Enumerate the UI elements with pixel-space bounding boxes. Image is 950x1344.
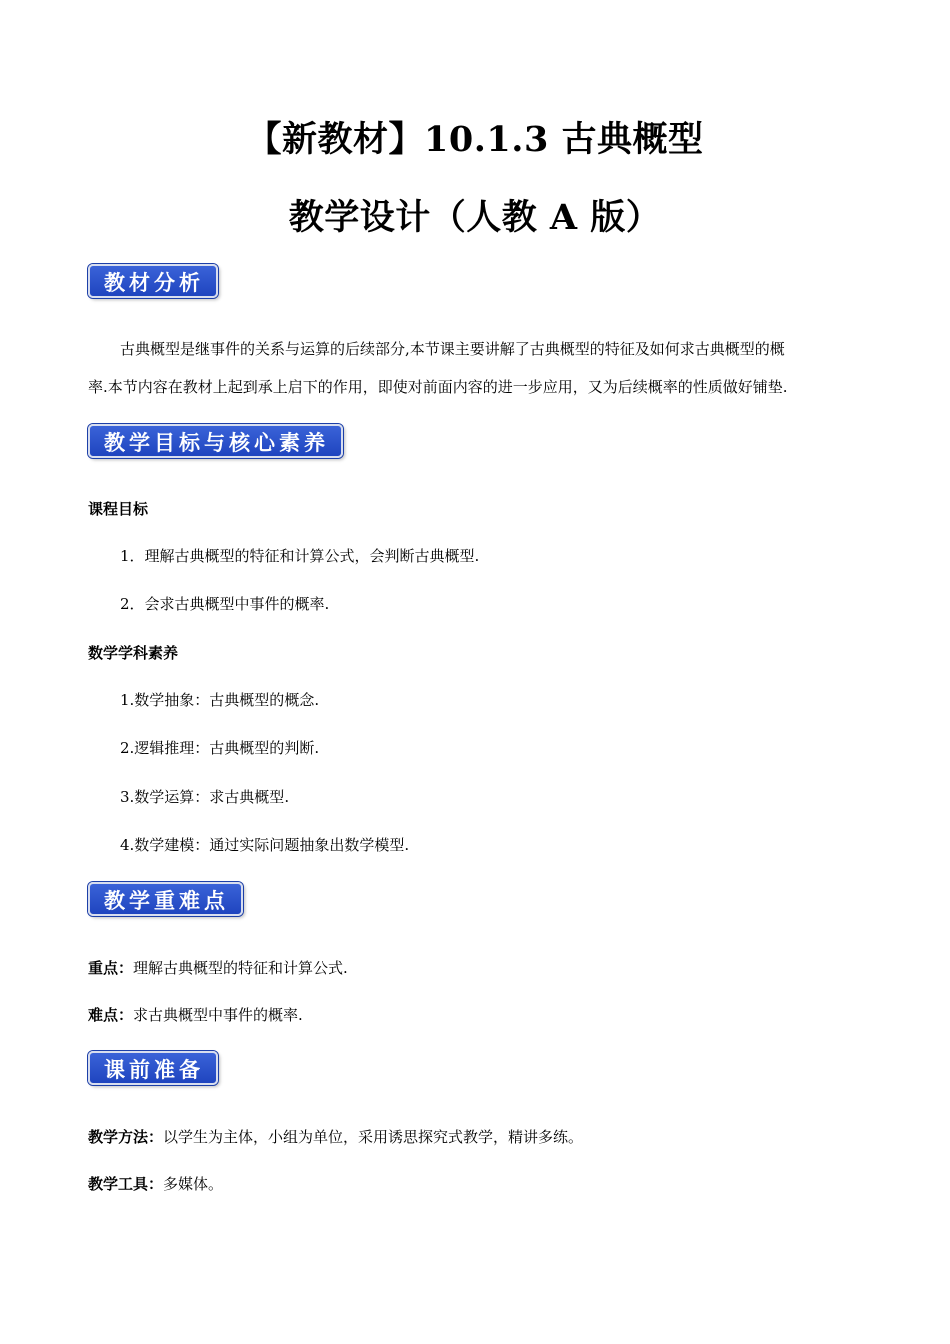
literacy-item: 3.数学运算：求古典概型. [120, 788, 290, 806]
analysis-paragraph-line2: 率.本节内容在教材上起到承上启下的作用，即使对前面内容的进一步应用，又为后续概率的性质做好铺垫. [88, 378, 788, 396]
literacy-heading: 数学学科素养 [88, 644, 179, 662]
section-badge-preparation: 课前准备 [88, 1051, 218, 1085]
section-badge-analysis: 教材分析 [88, 264, 218, 298]
difficult-point-text: 求古典概型中事件的概率. [133, 1006, 303, 1024]
literacy-item: 2.逻辑推理：古典概型的判断. [120, 739, 320, 757]
teaching-method-text: 以学生为主体，小组为单位，采用诱思探究式教学，精讲多练。 [163, 1128, 584, 1146]
section-badge-key-points: 教学重难点 [88, 882, 243, 916]
key-point-label: 重点： [88, 959, 134, 977]
analysis-paragraph-line1: 古典概型是继事件的关系与运算的后续部分,本节课主要讲解了古典概型的特征及如何求古典概型的概 [120, 340, 785, 358]
teaching-method-label: 教学方法： [88, 1128, 164, 1146]
document-title-line2: 教学设计（人教 A 版） [288, 197, 662, 238]
teaching-tools-label: 教学工具： [88, 1175, 164, 1193]
key-point-row [88, 957, 868, 979]
literacy-item: 1.数学抽象：古典概型的概念. [120, 691, 320, 709]
literacy-item: 4.数学建模：通过实际问题抽象出数学模型. [120, 836, 410, 854]
difficult-point-label: 难点： [88, 1006, 134, 1024]
course-goals-heading: 课程目标 [88, 500, 149, 518]
teaching-method-row [88, 1126, 868, 1148]
teaching-tools-row [88, 1173, 868, 1195]
key-point-text: 理解古典概型的特征和计算公式. [133, 959, 348, 977]
course-goal-item: 2．会求古典概型中事件的概率. [120, 595, 330, 613]
course-goal-item: 1．理解古典概型的特征和计算公式，会判断古典概型. [120, 547, 480, 565]
teaching-tools-text: 多媒体。 [163, 1175, 224, 1193]
section-badge-goals: 教学目标与核心素养 [88, 424, 343, 458]
difficult-point-row [88, 1004, 868, 1026]
document-title-line1: 【新教材】10.1.3 古典概型 [246, 119, 704, 160]
